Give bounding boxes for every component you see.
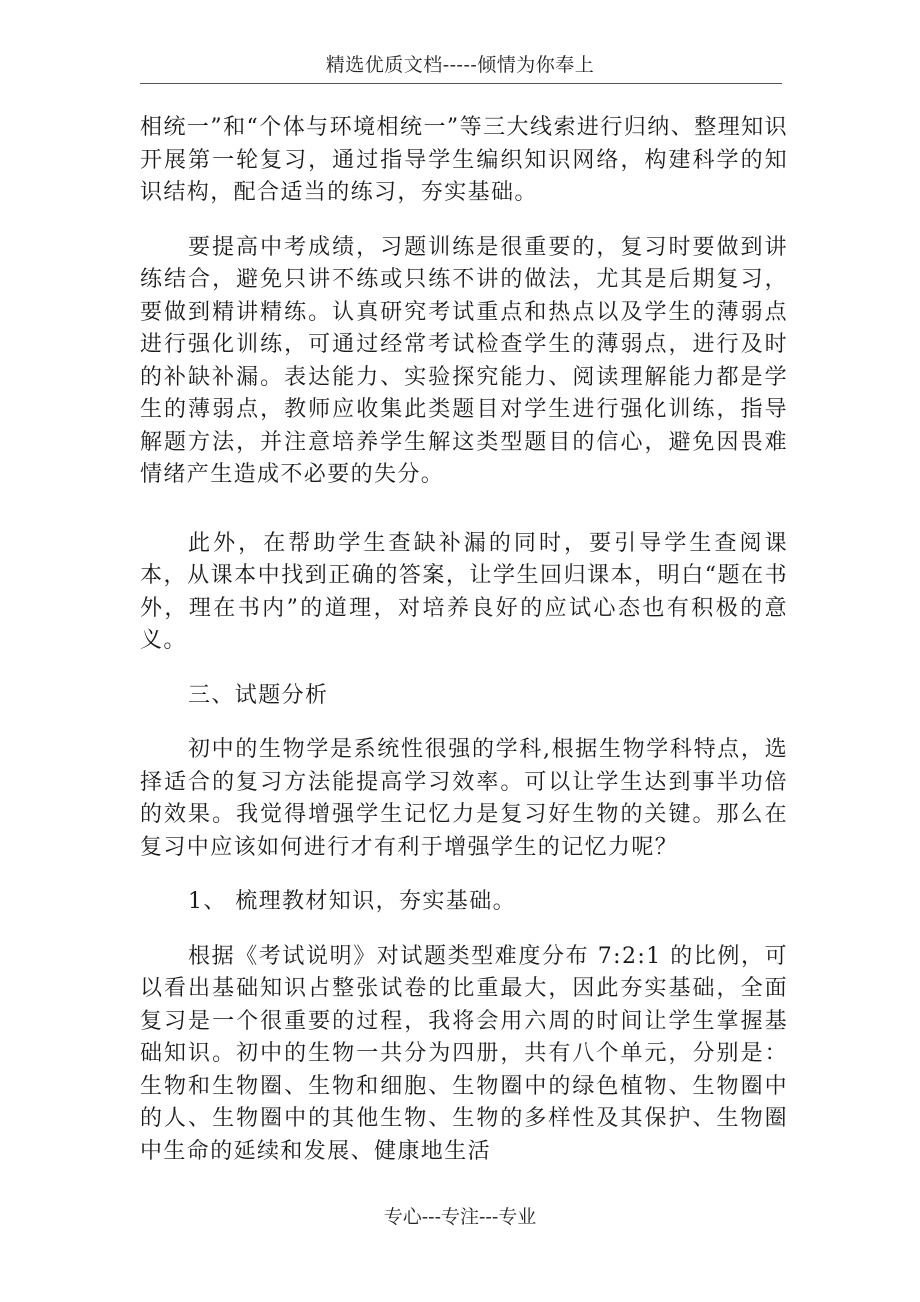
- paragraph-biology-memory: 初中的生物学是系统性很强的学科,根据生物学科特点，选择适合的复习方法能提高学习效率。可以让学生达到事半功倍的效果。我觉得增强学生记忆力是复习好生物的关键。那么在复习中应该如何进行才有利于增强学生的记忆力呢？: [140, 737, 788, 860]
- paragraph-textbook-return: 此外，在帮助学生查缺补漏的同时，要引导学生查阅课本，从课本中找到正确的答案，让学生回归课本，明白“题在书外，理在书内”的道理，对培养良好的应试心态也有积极的意义。: [140, 530, 788, 653]
- paragraph-review-threads: 相统一”和“个体与环境相统一”等三大线索进行归纳、整理知识开展第一轮复习，通过指导学生编织知识网络，构建科学的知识结构，配合适当的练习，夯实基础。: [140, 115, 788, 205]
- subheading-sort-knowledge: 1、 梳理教材知识，夯实基础。: [188, 889, 516, 914]
- page-footer: 专心---专注---专业: [383, 1206, 537, 1228]
- header-divider: [140, 83, 782, 84]
- document-body: [140, 112, 788, 1190]
- paragraph-exercise-training: 要提高中考成绩，习题训练是很重要的，复习时要做到讲练结合，避免只讲不练或只练不讲的做法，尤其是后期复习，要做到精讲精练。认真研究考试重点和热点以及学生的薄弱点进行强化训练，可通过经常考试检查学生的薄弱点，进行及时的补缺补漏。表达能力、实验探究能力、阅读理解能力都是学生的薄弱点，教师应收集此类题目对学生进行强化训练，指导解题方法，并注意培养学生解这类型题目的信心，避免因畏难情绪产生造成不必要的失分。: [140, 234, 788, 487]
- paragraph-exam-ratio: 根据《考试说明》对试题类型难度分布 7:2:1 的比例，可以看出基础知识占整张试卷的比重最大，因此夯实基础，全面复习是一个很重要的过程，我将会用六周的时间让学生掌握基础知识。初中的生物一共分为四册，共有八个单元，分别是：生物和生物圈、生物和细胞、生物圈中的绿色植物、生物圈中的人、生物圈中的其他生物、生物的多样性及其保护、生物圈中生命的延续和发展、健康地生活: [140, 943, 788, 1164]
- section-heading-question-analysis: 三、试题分析: [188, 682, 329, 708]
- page-header: 精选优质文档-----倾情为你奉上: [325, 54, 595, 76]
